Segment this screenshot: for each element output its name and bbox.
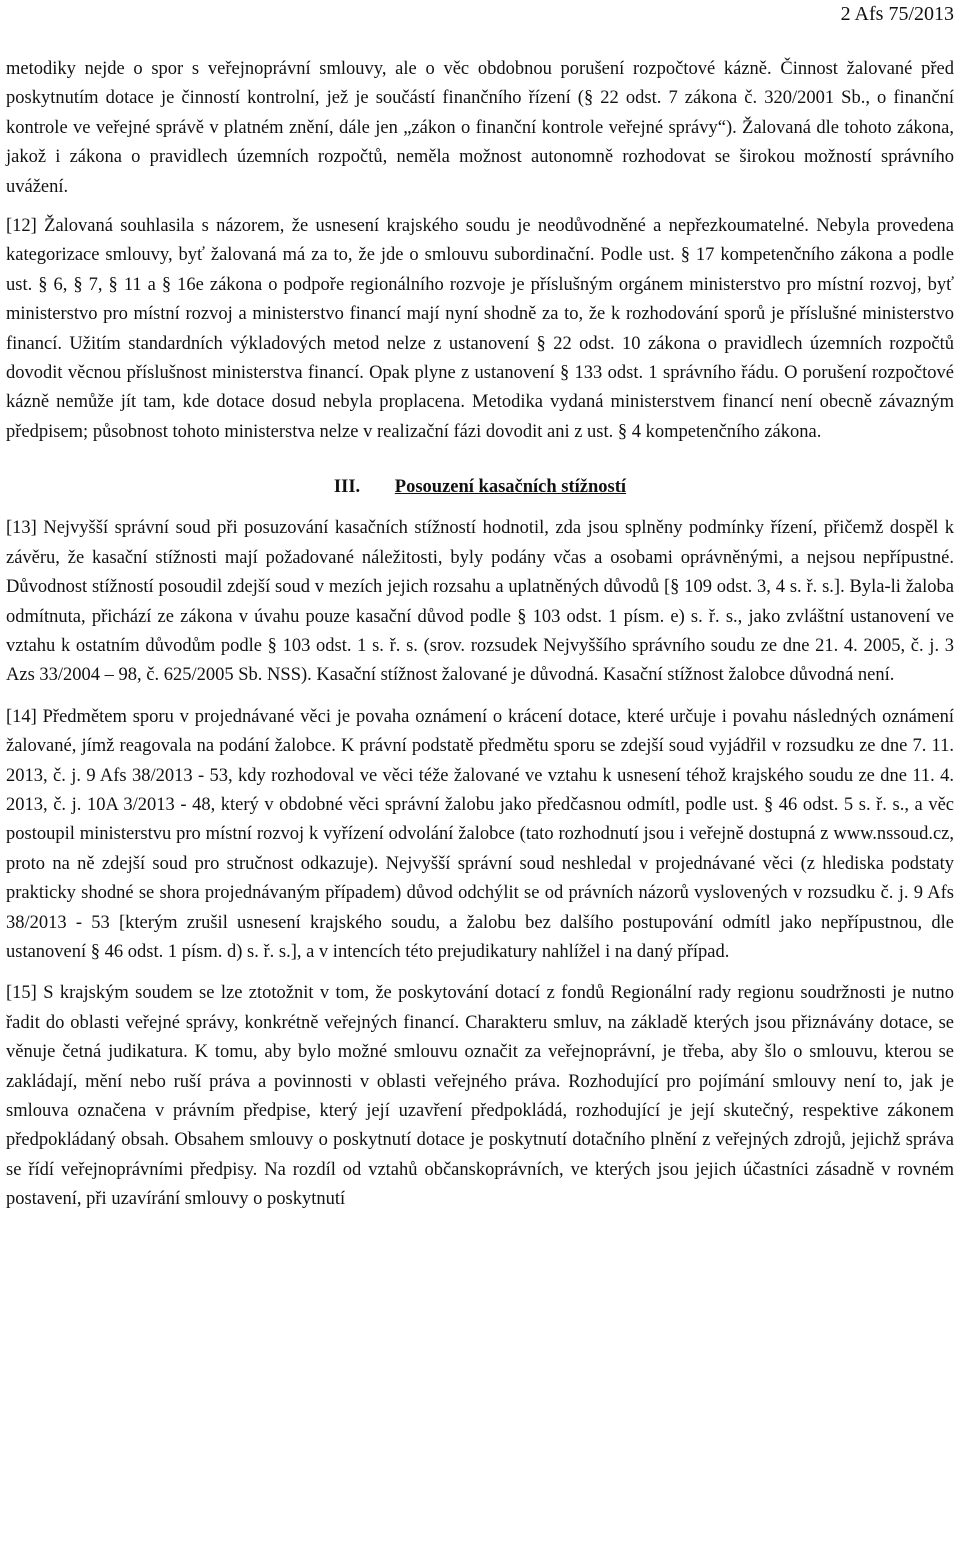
paragraph-15: [15] S krajským soudem se lze ztotožnit v tom, že poskytování dotací z fondů Regionální rady regionu soudržnosti je nutno řadit do oblasti veřejné správy, konkrétně veřejných financí. Charakteru smluv, na základě kterých jsou přiznávány dotace, se věnuje četná judikatura. K tomu, aby bylo možné smlouvu označit za veřejnoprávní, je třeba, aby šlo o smlouvu, kterou se zakládají, mění nebo ruší práva a povinnosti v oblasti veřejného práva. Rozhodující pro pojímání smlouvy není to, jak je smlouva označena v právním předpise, který její uzavření předpokládá, rozhodující je její skutečný, respektive zákonem předpokládaný obsah. Obsahem smlouvy o poskytnutí dotace je poskytnutí dotačního plnění z veřejných zdrojů, jejichž správa se řídí veřejnoprávními předpisy. Na rozdíl od vztahů občanskoprávních, ve kterých jsou jejich účastníci zásadně v rovném postavení, při uzavírání smlouvy o poskytnutí [6, 983, 954, 1210]
section-heading [6, 473, 954, 502]
paragraph-13: [13] Nejvyšší správní soud při posuzování kasačních stížností hodnotil, zda jsou splněny podmínky řízení, přičemž dospěl k závěru, že kasační stížnosti mají požadované náležitosti, byly podány včas a osobami oprávněnými, a nejsou nepřípustné. Důvodnost stížností posoudil zdejší soud v mezích jejich rozsahu a uplatněných důvodů [§ 109 odst. 3, 4 s. ř. s.]. Byla-li žaloba odmítnuta, přichází ze zákona v úvahu pouze kasační důvod podle § 103 odst. 1 písm. e) s. ř. s., jako zvláštní ustanovení ve vztahu k ostatním důvodům podle § 103 odst. 1 s. ř. s. (srov. rozsudek Nejvyššího správního soudu ze dne 21. 4. 2005, č. j. 3 Azs 33/2004 – 98, č. 625/2005 Sb. NSS). Kasační stížnost žalované je důvodná. Kasační stížnost žalobce důvodná není. [6, 518, 954, 686]
page-header-case-number: 2 Afs 75/2013 [840, 3, 954, 25]
section-number: III. [333, 477, 361, 498]
document-body [6, 55, 954, 1227]
section-title: Posouzení kasačních stížností [394, 477, 627, 498]
paragraph-12: [12] Žalovaná souhlasila s názorem, že usnesení krajského soudu je neodůvodněné a nepřezkoumatelné. Nebyla provedena kategorizace smlouvy, byť žalovaná má za to, že jde o smlouvu subordinační. Podle ust. § 17 kompetenčního zákona a podle ust. § 6, § 7, § 11 a § 16e zákona o podpoře regionálního rozvoje je příslušným orgánem ministerstvo pro místní rozvoj, byť ministerstvo pro místní rozvoj a ministerstvo financí mají nyní shodně za to, že k rozhodování sporů je příslušné ministerstvo financí. Užitím standardních výkladových metod nelze z ustanovení § 22 odst. 10 zákona o pravidlech územních rozpočtů dovodit věcnou příslušnost ministerstva financí. Opak plyne z ustanovení § 133 odst. 1 správního řádu. O porušení rozpočtové kázně nemůže jít tam, kde dotace dosud nebyla proplacena. Metodika vydaná ministerstvem financí není obecně závazným předpisem; působnost tohoto ministerstva nelze v realizační fázi dovodit ani z ust. § 4 kompetenčního zákona. [6, 216, 954, 442]
paragraph-14: [14] Předmětem sporu v projednávané věci je povaha oznámení o krácení dotace, které určuje i povahu následných oznámení žalované, jímž reagovala na podání žalobce. K právní podstatě předmětu sporu se zdejší soud vyjádřil v rozsudku ze dne 7. 11. 2013, č. j. 9 Afs 38/2013 - 53, kdy rozhodoval ve věci téže žalované ve vztahu k usnesení téhož krajského soudu ze dne 11. 4. 2013, č. j. 10A 3/2013 - 48, který v obdobné věci správní žalobu jako předčasnou odmítl, podle ust. § 46 odst. 5 s. ř. s., a věc postoupil ministerstvu pro místní rozvoj k vyřízení odvolání žalobce (tato rozhodnutí jsou i veřejně dostupná z www.nssoud.cz, proto na ně zdejší soud pro stručnost odkazuje). Nejvyšší správní soud neshledal v projednávané věci (z hlediska podstaty prakticky shodné se shora projednávaným případem) důvod odchýlit se od právních názorů vyslovených v rozsudku č. j. 9 Afs 38/2013 - 53 [kterým zrušil usnesení krajského soudu, a žalobu bez dalšího postupování odmítl jako nepřípustnou, dle ustanovení § 46 odst. 1 písm. d) s. ř. s.], a v intencích této prejudikatury nahlížel i na daný případ. [6, 706, 954, 962]
paragraph-11-continuation: metodiky nejde o spor s veřejnoprávní smlouvy, ale o věc obdobnou porušení rozpočtové kázně. Činnost žalované před poskytnutím dotace je činností kontrolní, jež je součástí finančního řízení (§ 22 odst. 7 zákona č. 320/2001 Sb., o finanční kontrole ve veřejné správě v platném znění, dále jen „zákon o finanční kontrole veřejné správy“). Žalovaná dle tohoto zákona, jakož i zákona o pravidlech územních rozpočtů, neměla možnost autonomně rozhodovat se širokou možností správního uvážení. [6, 59, 954, 197]
